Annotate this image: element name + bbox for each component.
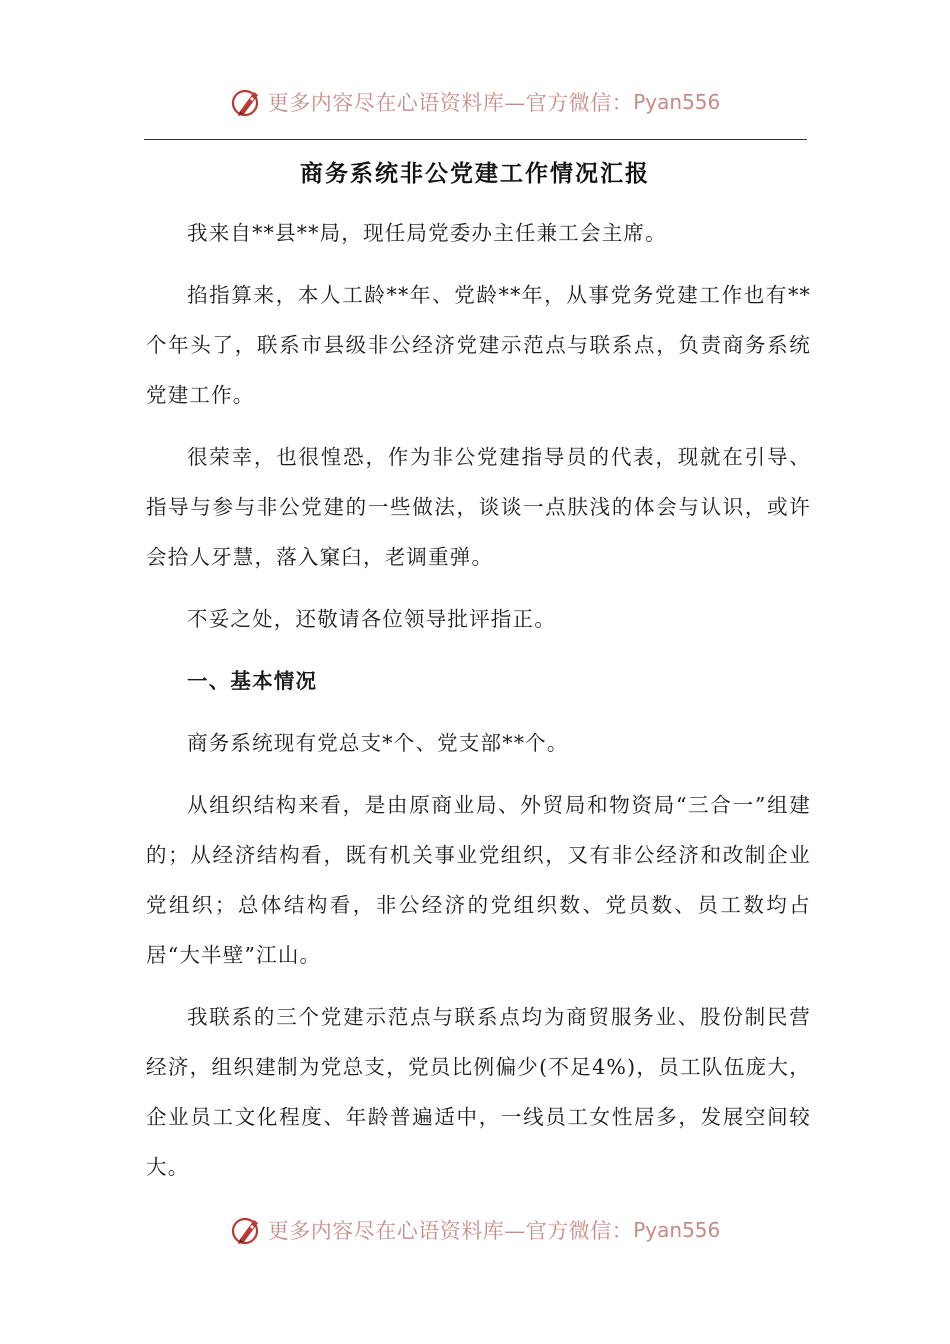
paragraph: 从组织结构来看，是由原商业局、外贸局和物资局“三合一”组建的；从经济结构看，既有机关事业党组织，又有非公经济和改制企业党组织；总体结构看，非公经济的党组织数、党员数、员工数均占居“大半壁”江山。: [146, 793, 811, 967]
section-heading: 一、基本情况: [187, 669, 318, 693]
paragraph: 掐指算来，本人工龄**年、党龄**年，从事党务党建工作也有**个年头了，联系市县级非公经济党建示范点与联系点，负责商务系统党建工作。: [146, 283, 811, 407]
watermark-text: 更多内容尽在心语资料库—官方微信：: [267, 1219, 634, 1243]
document-body: [146, 208, 811, 1204]
watermark-banner-top: [0, 82, 950, 122]
paragraph: 很荣幸，也很惶恐，作为非公党建指导员的代表，现就在引导、指导与参与非公党建的一些做法，谈谈一点肤浅的体会与认识，或许会拾人牙慧，落入窠臼，老调重弹。: [146, 445, 811, 569]
header-divider: [144, 139, 807, 140]
paragraph: 我来自**县**局，现任局党委办主任兼工会主席。: [187, 221, 667, 245]
pen-logo-icon: [230, 1213, 264, 1247]
document-title: 商务系统非公党建工作情况汇报: [300, 160, 650, 187]
paragraph: 不妥之处，还敬请各位领导批评指正。: [187, 607, 556, 631]
paragraph: 商务系统现有党总支*个、党支部**个。: [187, 731, 569, 755]
watermark-text: 更多内容尽在心语资料库—官方微信：: [267, 91, 634, 115]
watermark-wechat-id: Pyan556: [633, 90, 721, 114]
watermark-banner-bottom: [0, 1210, 950, 1250]
watermark-wechat-id: Pyan556: [633, 1218, 721, 1242]
paragraph: 我联系的三个党建示范点与联系点均为商贸服务业、股份制民营经济，组织建制为党总支，党员比例偏少(不足4%)，员工队伍庞大，企业员工文化程度、年龄普遍适中，一线员工女性居多，发展空间较大。: [146, 1005, 811, 1179]
pen-logo-icon: [230, 85, 264, 119]
